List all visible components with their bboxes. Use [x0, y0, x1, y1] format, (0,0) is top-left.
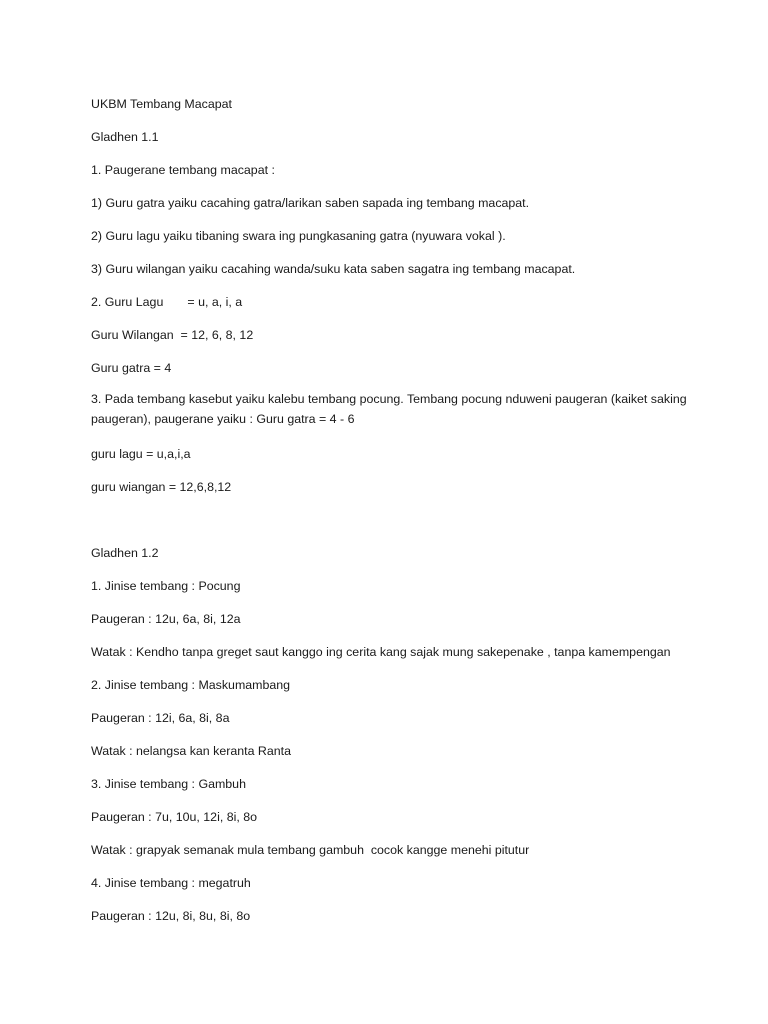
item-1-jinise-tembang: 1. Jinise tembang : Pocung — [91, 579, 241, 593]
question-2-guru-wilangan: Guru Wilangan = 12, 6, 8, 12 — [91, 328, 254, 342]
item-3-jinise-tembang: 3. Jinise tembang : Gambuh — [91, 777, 246, 791]
section-heading-gladhen-1-2: Gladhen 1.2 — [91, 546, 159, 560]
question-2-guru-gatra: Guru gatra = 4 — [91, 361, 172, 375]
item-2-paugeran: Paugeran : 12i, 6a, 8i, 8a — [91, 711, 230, 725]
answer-1-1: 1) Guru gatra yaiku cacahing gatra/larikan saben sapada ing tembang macapat. — [91, 196, 530, 210]
answer-1-2: 2) Guru lagu yaiku tibaning swara ing pungkasaning gatra (nyuwara vokal ). — [91, 229, 506, 243]
item-3-watak: Watak : grapyak semanak mula tembang gambuh cocok kangge menehi pitutur — [91, 843, 530, 857]
item-1-paugeran: Paugeran : 12u, 6a, 8i, 12a — [91, 612, 241, 626]
question-1: 1. Paugerane tembang macapat : — [91, 163, 275, 177]
item-1-watak: Watak : Kendho tanpa greget saut kanggo ing cerita kang sajak mung sakepenake , tanpa kamempengan — [91, 645, 671, 659]
section-heading-gladhen-1-1: Gladhen 1.1 — [91, 130, 159, 144]
item-4-paugeran: Paugeran : 12u, 8i, 8u, 8i, 8o — [91, 909, 251, 923]
document-title: UKBM Tembang Macapat — [91, 97, 232, 111]
item-2-jinise-tembang: 2. Jinise tembang : Maskumambang — [91, 678, 291, 692]
answer-1-3: 3) Guru wilangan yaiku cacahing wanda/suku kata saben sagatra ing tembang macapat. — [91, 262, 576, 276]
item-4-jinise-tembang: 4. Jinise tembang : megatruh — [91, 876, 251, 890]
item-3-paugeran: Paugeran : 7u, 10u, 12i, 8i, 8o — [91, 810, 258, 824]
question-2-guru-lagu: 2. Guru Lagu = u, a, i, a — [91, 295, 243, 309]
question-3-guru-wilangan: guru wiangan = 12,6,8,12 — [91, 480, 232, 494]
question-3-guru-lagu: guru lagu = u,a,i,a — [91, 447, 191, 461]
item-2-watak: Watak : nelangsa kan keranta Ranta — [91, 744, 291, 758]
question-3: 3. Pada tembang kasebut yaiku kalebu tembang pocung. Tembang pocung nduweni paugeran (kaiket saking paugeran), paugerane yaiku : Guru gatra = 4 - 6 — [91, 392, 687, 426]
